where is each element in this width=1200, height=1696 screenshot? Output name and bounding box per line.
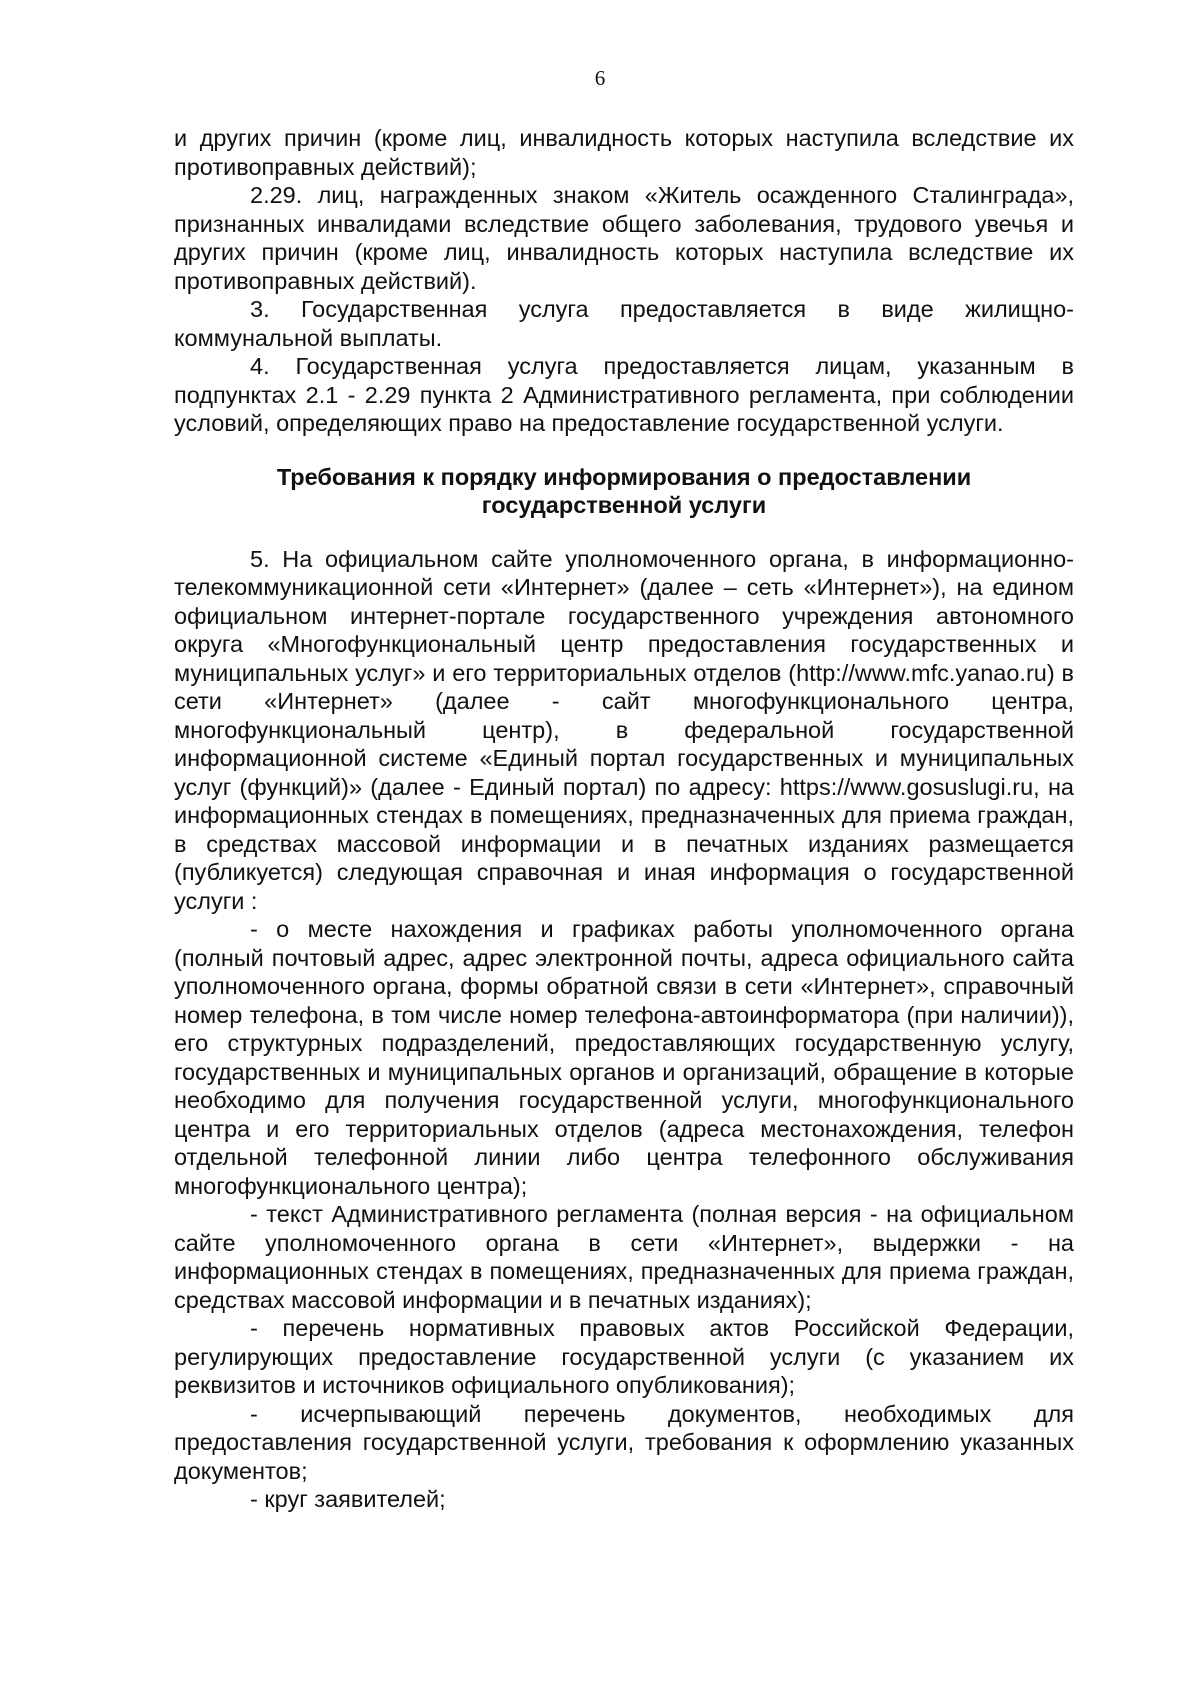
paragraph: 4. Государственная услуга предоставляется лицам, указанным в подпунктах 2.1 - 2.29 пункта 2 Административного регламента, при соблюдении условий, определяющих право на предоставление государственной услуги. bbox=[174, 353, 1074, 436]
paragraph: и других причин (кроме лиц, инвалидность которых наступила вследствие их противоправных действий); bbox=[174, 125, 1074, 180]
paragraph: 2.29. лиц, награжденных знаком «Житель осажденного Сталинграда», признанных инвалидами вследствие общего заболевания, трудового увечья и других причин (кроме лиц, инвалидность которых наступила вследствие их противоправных действий). bbox=[174, 182, 1074, 294]
paragraph: - текст Административного регламента (полная версия - на официальном сайте уполномоченного органа в сети «Интернет», выдержки - на информационных стендах в помещениях, предназначенных для приема граждан, средствах массовой информации и в печатных изданиях); bbox=[174, 1201, 1074, 1313]
paragraph: 5. На официальном сайте уполномоченного органа, в информационно-телекоммуникационной сети «Интернет» (далее – сеть «Интернет»), на едином официальном интернет-портале государственного учреждения автономного округа «Многофункциональный центр предоставления государственных и муниципальных услуг» и его территориальных отделов (http://www.mfc.yanao.ru) в сети «Интернет» (далее - сайт многофункционального центра, многофункциональный центр), в федеральной государственной информационной системе «Единый портал государственных и муниципальных услуг (функций)» (далее - Единый портал) по адресу: https://www.gosuslugi.ru, на информационных стендах в помещениях, предназначенных для приема граждан, в средствах массовой информации и в печатных изданиях размещается (публикуется) следующая справочная и иная информация о государственной услуги : bbox=[174, 545, 1074, 914]
paragraph: - о месте нахождения и графиках работы уполномоченного органа (полный почтовый адрес, адрес электронной почты, адреса официального сайта уполномоченного органа, формы обратной связи в сети «Интернет», справочный номер телефона, в том числе номер телефона-автоинформатора (при наличии)), его структурных подразделений, предоставляющих государственную услугу, государственных и муниципальных органов и организаций, обращение в которые необходимо для получения государственной услуги, многофункционального центра и его территориальных отделов (адреса местонахождения, телефон отдельной телефонной линии либо центра телефонного обслуживания многофункционального центра); bbox=[174, 916, 1074, 1199]
page-number: 6 bbox=[594, 66, 606, 90]
paragraph: 3. Государственная услуга предоставляется в виде жилищно-коммунальной выплаты. bbox=[174, 296, 1074, 351]
paragraphs-after-heading bbox=[174, 545, 1074, 1514]
paragraph: - круг заявителей; bbox=[250, 1486, 446, 1512]
paragraph: - исчерпывающий перечень документов, необходимых для предоставления государственной услуги, требования к оформлению указанных документов; bbox=[174, 1400, 1074, 1484]
paragraph: - перечень нормативных правовых актов Российской Федерации, регулирующих предоставление государственной услуги (с указанием их реквизитов и источников официального опубликования); bbox=[174, 1315, 1074, 1398]
document-body bbox=[174, 124, 1074, 1514]
paragraphs-before-heading bbox=[174, 124, 1074, 438]
section-heading: Требования к порядку информирования о предоставлении государственной услуги bbox=[276, 463, 972, 518]
